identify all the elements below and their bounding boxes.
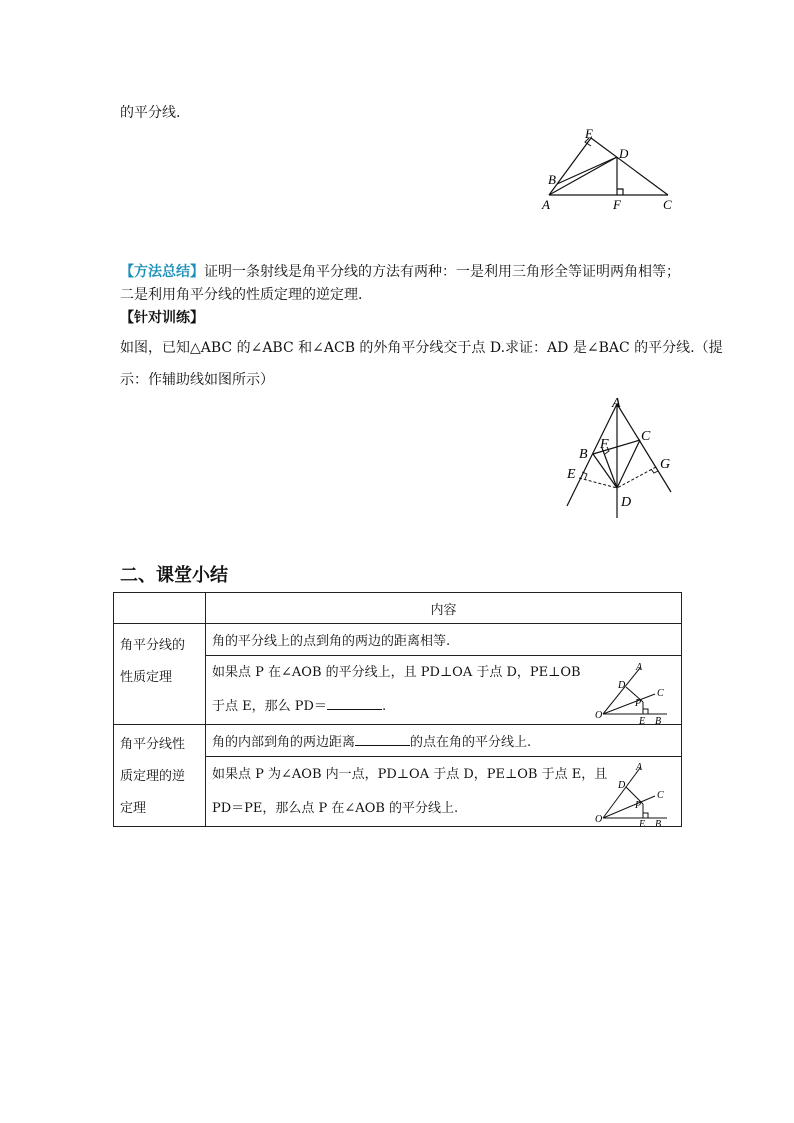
triangle-figure-1 (530, 125, 680, 217)
fig3-label-e: E (639, 716, 646, 724)
table-header-row (114, 593, 682, 624)
row2-line1: 如果点 P 在∠AOB 的平分线上，且 PD⊥OA 于点 D，PE⊥OB (212, 665, 581, 680)
fig4-label-d: D (618, 780, 626, 791)
triangle-figure-2 (555, 390, 685, 520)
row2-content (206, 656, 682, 725)
row4-line1: 如果点 P 为∠AOB 内一点，PD⊥OA 于点 D，PE⊥OB 于点 E，且 (212, 766, 608, 782)
fig2-label-b: B (579, 447, 588, 462)
fig4-label-b: B (655, 819, 662, 826)
row4-line2: PD＝PE，那么点 P 在∠AOB 的平分线上. (212, 800, 459, 816)
fig2-label-a: A (612, 396, 621, 411)
header-empty-cell (114, 593, 206, 624)
row2-line2-text: 于点 E，那么 PD＝ (212, 699, 327, 714)
row3-content (206, 725, 682, 757)
angle-bisector-figure-2 (595, 760, 677, 826)
fig2-label-e: E (567, 467, 576, 482)
fig1-label-e: E (585, 126, 593, 141)
fill-blank-pd (327, 695, 382, 710)
fig4-label-e: E (639, 819, 646, 826)
table-row (114, 725, 682, 757)
fig3-label-b: B (655, 716, 662, 724)
row3-text-a: 角的内部到角的两边距离 (212, 735, 356, 750)
fig3-label-c: C (657, 688, 664, 699)
fig3-label-p: P (635, 698, 642, 709)
fig1-label-c: C (663, 197, 672, 212)
method-summary-line1 (120, 262, 680, 282)
label-line: 角平分线性 (120, 737, 186, 752)
fig1-label-d: D (619, 146, 629, 161)
row1-content: 角的平分线上的点到角的两边的距离相等. (206, 624, 682, 656)
label-line: 角平分线的 (120, 638, 186, 653)
intro-tail-text: 的平分线. (120, 105, 181, 121)
method-summary-line2: 二是利用角平分线的性质定理的逆定理. (120, 287, 363, 303)
fig3-label-d: D (618, 680, 626, 691)
summary-table (113, 592, 682, 827)
fig2-label-g: G (660, 457, 671, 472)
fig4-label-o: O (595, 814, 603, 825)
row-label-converse-theorem (114, 725, 206, 827)
training-tag: 【针对训练】 (120, 310, 204, 326)
fig3-label-o: O (595, 710, 603, 721)
fig1-label-a: A (542, 197, 550, 212)
method-summary-tag: 【方法总结】 (120, 264, 204, 280)
summary-section-title: 二、课堂小结 (120, 565, 228, 586)
fig1-label-f: F (613, 197, 621, 212)
label-line: 质定理的逆 (120, 769, 186, 784)
fig4-label-c: C (657, 790, 664, 801)
label-line: 定理 (120, 801, 147, 816)
angle-bisector-figure-1 (595, 658, 677, 724)
fig4-label-a: A (636, 762, 643, 773)
header-content-cell: 内容 (206, 593, 682, 624)
fig3-label-a: A (636, 662, 643, 673)
fill-blank-distance (355, 731, 410, 746)
method-summary-text1: 证明一条射线是角平分线的方法有两种：一是利用三角形全等证明两角相等； (204, 264, 680, 280)
row4-content (206, 757, 682, 827)
row3-text-b: 的点在角的平分线上. (410, 735, 532, 750)
fig4-label-p: P (635, 800, 642, 811)
training-line2: 示：作辅助线如图所示） (120, 372, 274, 388)
fig2-label-d: D (621, 495, 632, 510)
fig1-label-b: B (548, 172, 556, 187)
table-row (114, 624, 682, 656)
row-label-property-theorem (114, 624, 206, 725)
label-line: 性质定理 (120, 670, 173, 685)
fig2-label-c: C (641, 429, 651, 444)
fig2-label-f: F (600, 437, 609, 452)
training-line1: 如图，已知△ABC 的∠ABC 和∠ACB 的外角平分线交于点 D.求证：AD 是∠BAC 的平分线.（提 (120, 340, 723, 356)
row2-line2-period: . (381, 699, 387, 714)
